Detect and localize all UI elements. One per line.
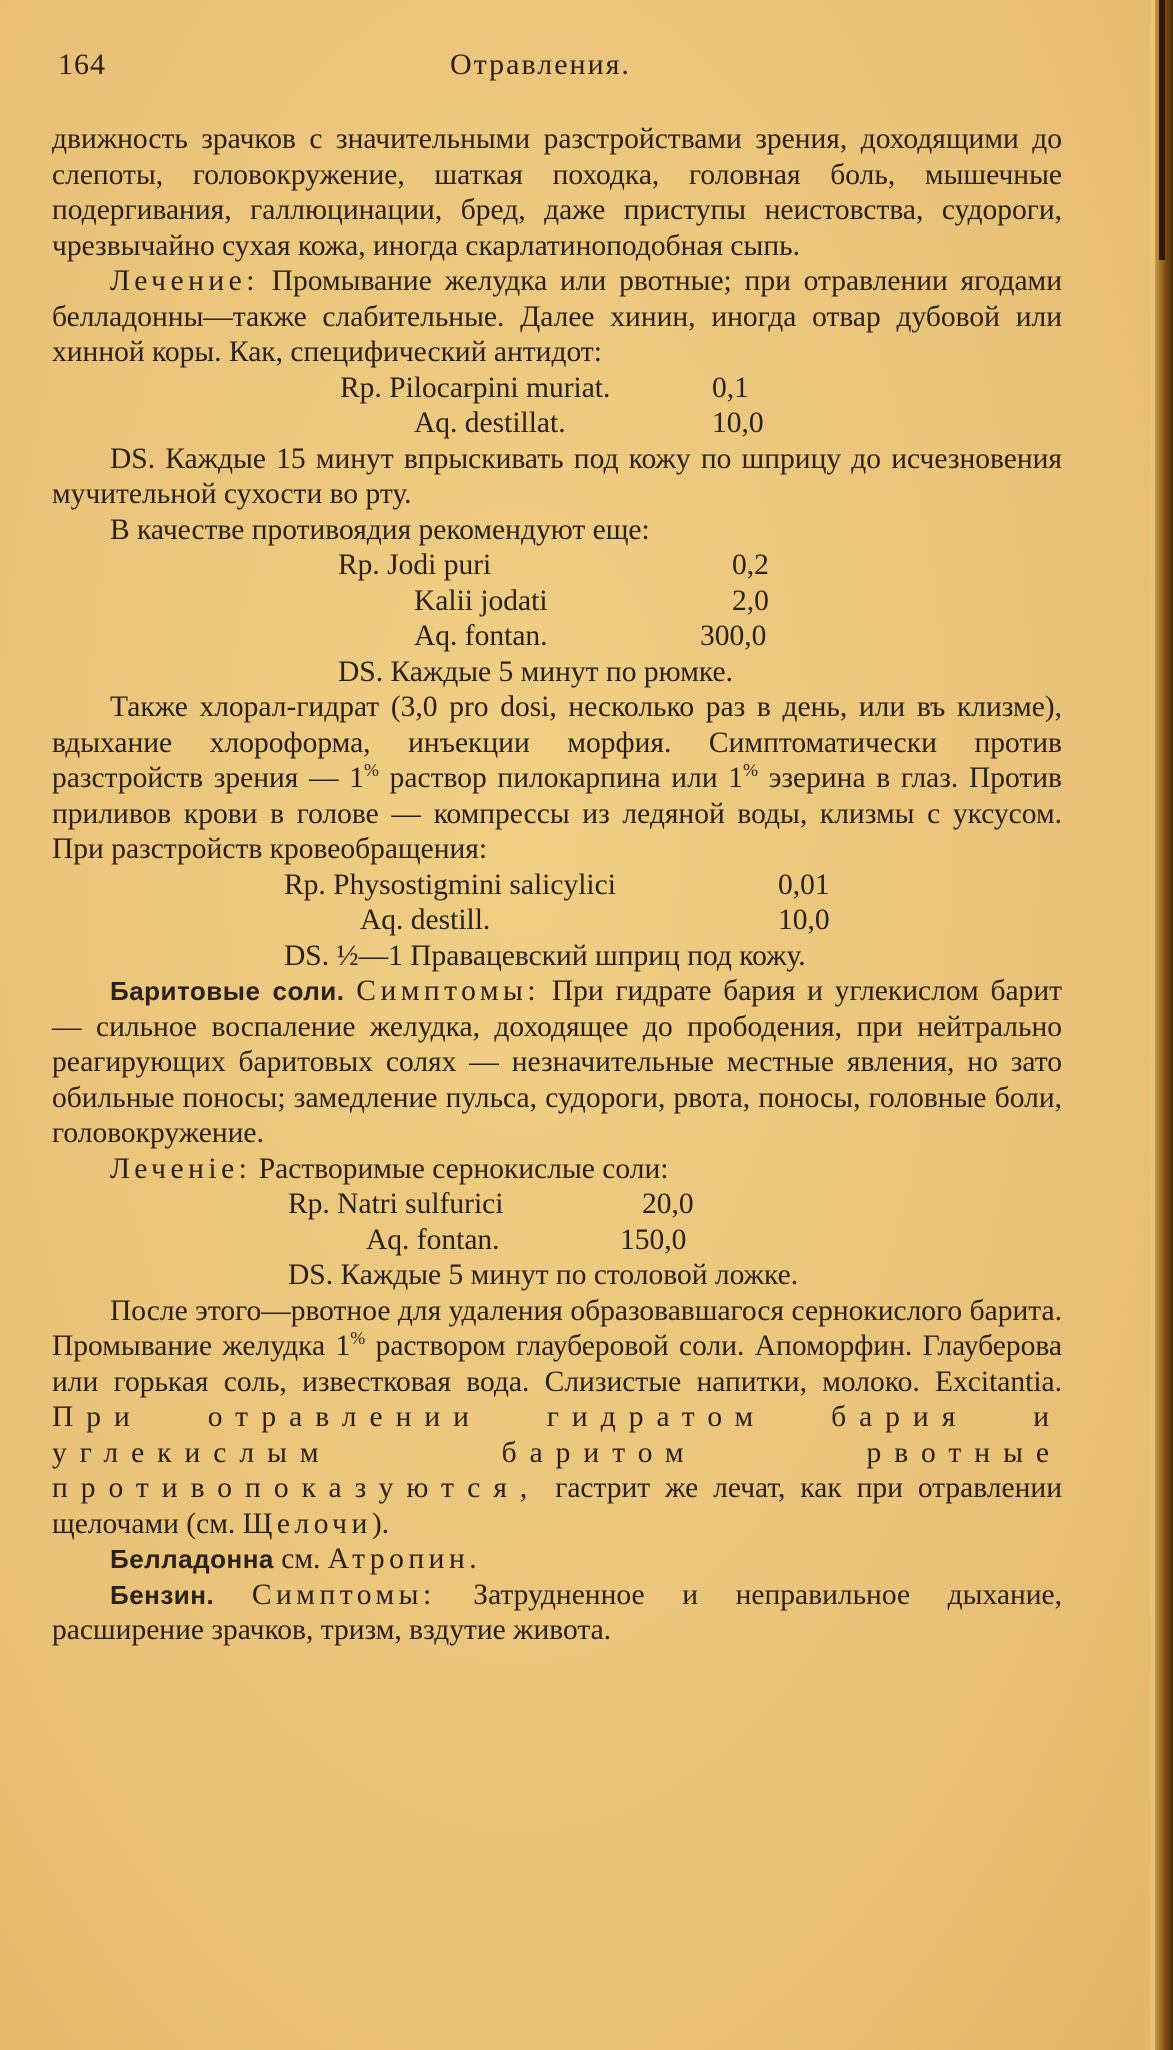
paragraph-text: При гидрате бария и углекислом барит — сильное воспаление желудка, доходящее до прободения, при нейтрально реагирующих баритовых солях — незначительные местные явления, но зато обильные поносы; замедление пульса, судороги, рвота, поносы, головные боли, головокружение. (52, 975, 1063, 1149)
rx-signa: DS. ½—1 Правацевский шприц под кожу. (284, 939, 806, 972)
rx-amount: 0,2 (732, 549, 769, 581)
paragraph-text: гастрит же лечат, как при отравлении щелочами (см. (52, 1472, 1062, 1540)
treatment-label: Лечение: (110, 265, 259, 297)
rx-ingredient: Aq. fontan. (414, 620, 548, 652)
rx-ingredient: Rp. Physostigmini salicylici (284, 868, 616, 901)
rx-amount: 20,0 (642, 1188, 694, 1220)
rx-ingredient: Aq. destill. (360, 904, 491, 936)
prescription-line (52, 584, 1062, 620)
rx-amount: 10,0 (778, 904, 830, 936)
paragraph (52, 122, 1062, 264)
paragraph-text: Растворимые сернокислые соли: (251, 1152, 669, 1185)
running-head: Отравления. (450, 48, 631, 81)
paragraph-text: эзерина в глаз. Против приливов крови в голове — компрессы из ледяной воды, клизмы с уксусом. При разстройств кровеобращения: (52, 762, 1062, 865)
paragraph-text: DS. Каждые 15 минут впрыскивать под кожу по шприцу до исчезновения мучительной сухости во рту. (52, 442, 1062, 510)
prescription-line (52, 406, 1062, 442)
book-edge (1155, 0, 1173, 2050)
percent-sign: % (363, 760, 379, 781)
entry-title: Баритовые соли. (110, 976, 345, 1006)
paragraph (52, 690, 1062, 868)
rx-signa: DS. Каждые 5 минут по столовой ложке. (288, 1259, 799, 1291)
paragraph (52, 1542, 1062, 1578)
paragraph (52, 974, 1062, 1152)
prescription-signa (52, 655, 1062, 691)
prescription-line (52, 548, 1062, 584)
rx-ingredient: Kalii jodati (414, 584, 548, 617)
rx-amount: 0,01 (778, 868, 830, 901)
rx-ingredient: Aq. destillat. (414, 407, 566, 439)
paragraph (52, 442, 1062, 513)
paragraph-text: В качестве противоядия рекомендуют еще: (110, 513, 650, 546)
paragraph-text: раствором глауберовой соли. Апоморфин. Глауберова или горькая соль, известковая вода. Слизистые напитки, молоко. Excitantia. (52, 1330, 1062, 1398)
spaced-emphasis: При отравлении гидратом бария и углекислым баритом рвотные противопоказуются, (52, 1401, 1062, 1504)
paragraph (52, 1578, 1062, 1649)
paragraph (52, 1294, 1062, 1543)
percent-sign: % (743, 760, 759, 781)
percent-sign: % (350, 1328, 366, 1349)
rx-ingredient: Rp. Natri sulfurici (288, 1188, 504, 1220)
paragraph-text: Также хлорал-гидрат (3,0 pro dosi, несколько раз в день, или въ клизме), вдыхание хлороформа, инъекции морфия. Симптоматически против разстройств зрения — 1 (52, 691, 1062, 794)
rx-amount: 300,0 (700, 620, 767, 652)
prescription-line (52, 1223, 1062, 1259)
symptoms-label: Симптомы: (251, 1578, 436, 1611)
prescription-line (52, 619, 1062, 655)
rx-signa: DS. Каждые 5 минут по рюмке. (338, 655, 733, 688)
paragraph (52, 513, 1062, 549)
entry-title: Бензин. (110, 1579, 215, 1610)
entry-title: Белладонна (110, 1544, 274, 1574)
paragraph-text: движность зрачков с значительными разстройствами зрения, доходящими до слепоты, головокружение, шаткая походка, головная боль, мышечные подергивания, галлюцинации, бред, даже приступы неистовства, судороги, чрезвычайно сухая кожа, иногда скарлатиноподобная сыпь. (52, 123, 1062, 262)
symptoms-label: Симптомы: (356, 975, 541, 1007)
prescription-line (52, 371, 1062, 407)
prescription-line (52, 903, 1062, 939)
paragraph-text: ). (371, 1507, 390, 1540)
paragraph-text: см. (273, 1543, 328, 1575)
cross-reference: Щелочи (242, 1507, 372, 1540)
treatment-label: Леченіе: (110, 1152, 252, 1185)
rx-ingredient: Rp. Jodi puri (338, 549, 492, 581)
paragraph (52, 264, 1062, 371)
paragraph-text: После этого—рвотное для удаления образовавшагося сернокислого барита. Промывание желудка 1 (52, 1294, 1062, 1362)
rx-amount: 10,0 (712, 407, 764, 439)
page-header (58, 48, 1058, 88)
rx-amount: 150,0 (620, 1223, 687, 1256)
paragraph (52, 1152, 1062, 1188)
rx-ingredient: Aq. fontan. (366, 1223, 500, 1256)
prescription-line (52, 1187, 1062, 1223)
rx-amount: 0,1 (712, 371, 749, 404)
paragraph-text: Промывание желудка или рвотные; при отравлении ягодами белладонны—также слабительные. Далее хинин, иногда отвар дубовой или хинной коры. Как, специфический антидот: (52, 265, 1062, 368)
rx-amount: 2,0 (732, 584, 769, 617)
body-text (52, 122, 1062, 1649)
prescription-signa (52, 1258, 1062, 1294)
book-edge-shadow (1159, 0, 1165, 260)
paragraph-text: Затрудненное и неправильное дыхание, расширение зрачков, тризм, вздутие живота. (52, 1578, 1063, 1646)
prescription-line (52, 868, 1062, 904)
rx-ingredient: Rp. Pilocarpini muriat. (340, 371, 611, 404)
paragraph-text: раствор пилокарпина или 1 (378, 762, 744, 794)
page-number: 164 (58, 48, 106, 81)
cross-reference: Атропин. (327, 1543, 482, 1575)
prescription-signa (52, 939, 1062, 975)
